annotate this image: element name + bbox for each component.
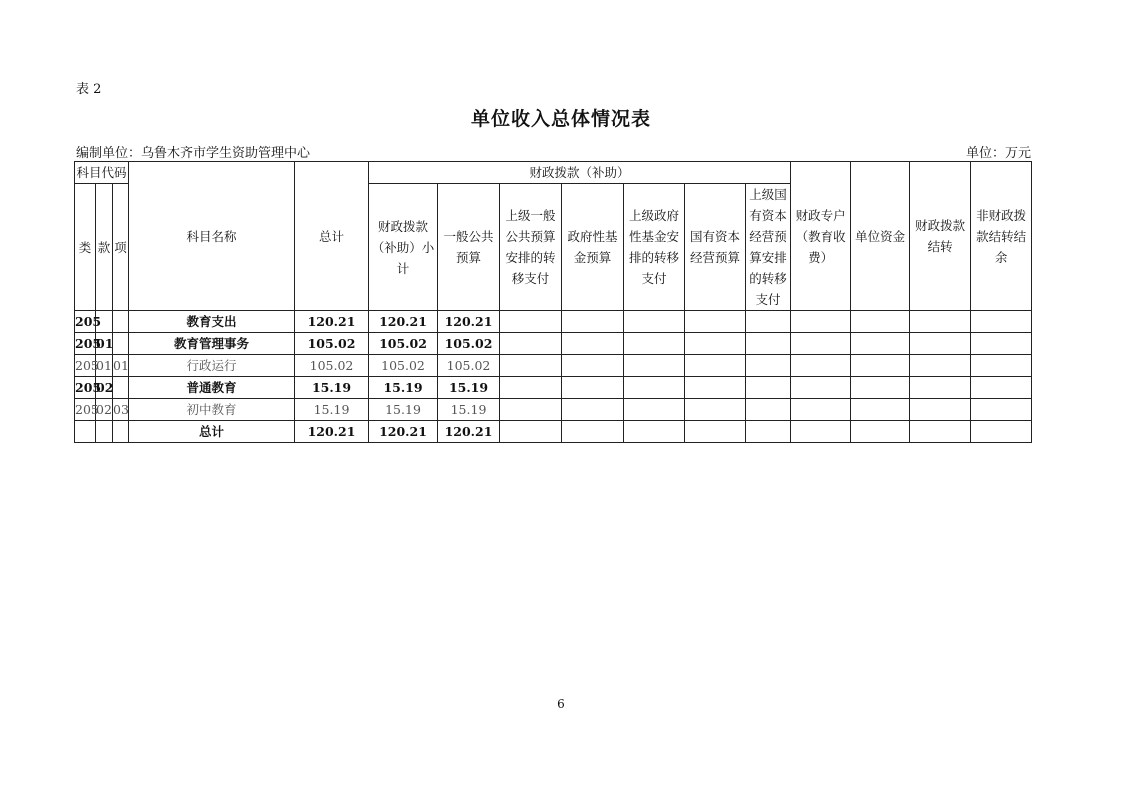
cell-empty xyxy=(624,311,685,333)
cell-empty xyxy=(791,421,851,443)
cell-xiang xyxy=(113,333,129,355)
cell-empty xyxy=(910,399,971,421)
header-lei: 类 xyxy=(75,184,96,311)
cell-empty xyxy=(971,333,1032,355)
cell-name: 行政运行 xyxy=(129,355,295,377)
header-upper-general-transfer: 上级一般公共预算安排的转移支付 xyxy=(500,184,562,311)
cell-empty xyxy=(500,311,562,333)
header-total: 总计 xyxy=(295,162,369,311)
cell-empty xyxy=(746,377,791,399)
cell-empty xyxy=(851,355,910,377)
cell-subtotal: 105.02 xyxy=(369,333,438,355)
cell-empty xyxy=(624,399,685,421)
page-number: 6 xyxy=(557,697,565,711)
cell-empty xyxy=(685,355,746,377)
cell-empty xyxy=(562,333,624,355)
cell-empty xyxy=(685,421,746,443)
cell-empty xyxy=(500,421,562,443)
cell-empty xyxy=(746,421,791,443)
cell-empty xyxy=(910,333,971,355)
cell-empty xyxy=(624,333,685,355)
cell-empty xyxy=(562,421,624,443)
cell-name: 初中教育 xyxy=(129,399,295,421)
cell-empty xyxy=(791,355,851,377)
income-table xyxy=(74,161,1032,443)
cell-subtotal: 120.21 xyxy=(369,311,438,333)
cell-empty xyxy=(791,333,851,355)
cell-empty xyxy=(96,421,113,443)
cell-empty xyxy=(971,421,1032,443)
cell-subtotal: 120.21 xyxy=(369,421,438,443)
cell-empty xyxy=(685,399,746,421)
cell-empty xyxy=(500,399,562,421)
cell-kuan: 01 xyxy=(96,333,113,355)
cell-empty xyxy=(910,377,971,399)
cell-empty xyxy=(624,377,685,399)
cell-lei: 205 xyxy=(75,311,96,333)
cell-name: 教育支出 xyxy=(129,311,295,333)
page-title: 单位收入总体情况表 xyxy=(470,108,651,130)
cell-empty xyxy=(791,377,851,399)
header-general-budget: 一般公共预算 xyxy=(438,184,500,311)
cell-total: 120.21 xyxy=(295,311,369,333)
cell-subtotal: 15.19 xyxy=(369,399,438,421)
cell-empty xyxy=(500,333,562,355)
cell-empty xyxy=(910,311,971,333)
cell-xiang xyxy=(113,311,129,333)
cell-total: 15.19 xyxy=(295,377,369,399)
cell-empty xyxy=(971,355,1032,377)
header-row-1 xyxy=(75,162,1032,184)
cell-empty xyxy=(685,377,746,399)
header-state-capital: 国有资本经营预算 xyxy=(685,184,746,311)
cell-name: 普通教育 xyxy=(129,377,295,399)
cell-empty xyxy=(851,333,910,355)
header-special-fiscal: 财政专户（教育收费） xyxy=(791,162,851,311)
cell-total: 120.21 xyxy=(295,421,369,443)
cell-empty xyxy=(685,311,746,333)
cell-empty xyxy=(791,399,851,421)
cell-general: 15.19 xyxy=(438,399,500,421)
header-code-group: 科目代码 xyxy=(75,162,129,184)
cell-general: 105.02 xyxy=(438,355,500,377)
cell-empty xyxy=(746,399,791,421)
header-xiang: 项 xyxy=(113,184,129,311)
currency-unit: 单位：万元 xyxy=(966,146,1032,161)
table-row xyxy=(75,333,1032,355)
cell-general: 120.21 xyxy=(438,421,500,443)
header-fiscal-subtotal: 财政拨款（补助）小计 xyxy=(369,184,438,311)
cell-empty xyxy=(562,355,624,377)
cell-empty xyxy=(971,311,1032,333)
cell-empty xyxy=(562,399,624,421)
cell-empty xyxy=(910,421,971,443)
cell-empty xyxy=(624,355,685,377)
cell-empty xyxy=(624,421,685,443)
cell-lei: 205 xyxy=(75,399,96,421)
cell-empty xyxy=(851,421,910,443)
compiling-unit: 编制单位：乌鲁木齐市学生资助管理中心 xyxy=(76,146,311,161)
table-row xyxy=(75,355,1032,377)
cell-empty xyxy=(910,355,971,377)
total-label: 总计 xyxy=(129,421,295,443)
cell-kuan: 02 xyxy=(96,399,113,421)
cell-xiang: 01 xyxy=(113,355,129,377)
cell-empty xyxy=(500,377,562,399)
cell-empty xyxy=(971,377,1032,399)
cell-kuan: 02 xyxy=(96,377,113,399)
cell-empty xyxy=(562,377,624,399)
cell-empty xyxy=(746,311,791,333)
cell-empty xyxy=(791,311,851,333)
cell-total: 105.02 xyxy=(295,333,369,355)
cell-general: 15.19 xyxy=(438,377,500,399)
cell-lei: 205 xyxy=(75,333,96,355)
cell-empty xyxy=(746,333,791,355)
cell-empty xyxy=(500,355,562,377)
cell-empty xyxy=(113,421,129,443)
cell-kuan: 01 xyxy=(96,355,113,377)
header-unit-fund: 单位资金 xyxy=(851,162,910,311)
header-name: 科目名称 xyxy=(129,162,295,311)
cell-general: 120.21 xyxy=(438,311,500,333)
table-number: 表 2 xyxy=(76,82,102,97)
header-fiscal-group: 财政拨款（补助） xyxy=(369,162,791,184)
table-row xyxy=(75,399,1032,421)
header-upper-state-capital-transfer: 上级国有资本经营预算安排的转移支付 xyxy=(746,184,791,311)
cell-empty xyxy=(851,311,910,333)
table-row xyxy=(75,311,1032,333)
cell-empty xyxy=(685,333,746,355)
cell-total: 15.19 xyxy=(295,399,369,421)
cell-xiang xyxy=(113,377,129,399)
cell-empty xyxy=(971,399,1032,421)
cell-empty xyxy=(75,421,96,443)
cell-lei: 205 xyxy=(75,355,96,377)
table-row xyxy=(75,377,1032,399)
cell-xiang: 03 xyxy=(113,399,129,421)
cell-empty xyxy=(562,311,624,333)
header-upper-gov-fund-transfer: 上级政府性基金安排的转移支付 xyxy=(624,184,685,311)
cell-empty xyxy=(851,377,910,399)
cell-lei: 205 xyxy=(75,377,96,399)
cell-empty xyxy=(851,399,910,421)
cell-total: 105.02 xyxy=(295,355,369,377)
cell-name: 教育管理事务 xyxy=(129,333,295,355)
cell-subtotal: 15.19 xyxy=(369,377,438,399)
header-fiscal-carryover: 财政拨款结转 xyxy=(910,162,971,311)
header-gov-fund: 政府性基金预算 xyxy=(562,184,624,311)
cell-general: 105.02 xyxy=(438,333,500,355)
header-nonfiscal-carryover: 非财政拨款结转结余 xyxy=(971,162,1032,311)
cell-empty xyxy=(746,355,791,377)
header-kuan: 款 xyxy=(96,184,113,311)
total-row xyxy=(75,421,1032,443)
cell-subtotal: 105.02 xyxy=(369,355,438,377)
